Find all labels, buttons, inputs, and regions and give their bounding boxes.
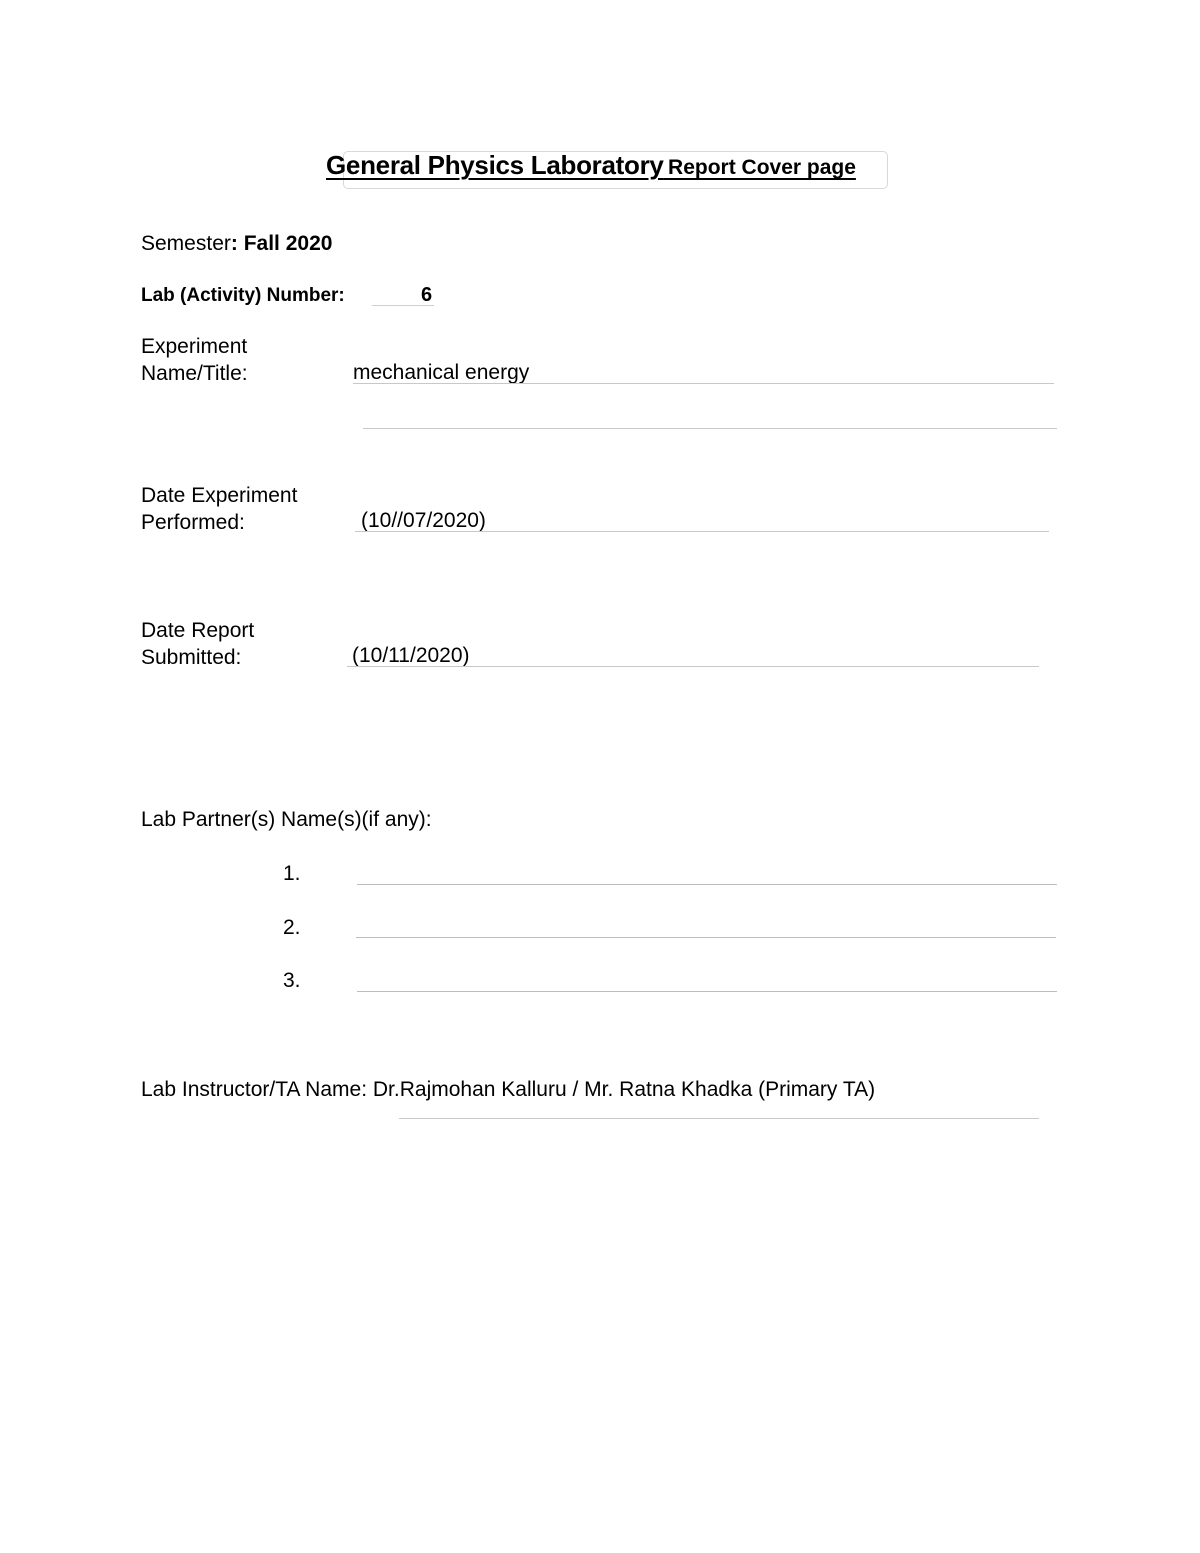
date-performed-label-line2: Performed:	[141, 511, 245, 534]
lab-number-label: Lab (Activity) Number:	[141, 285, 345, 306]
partner-underline-1	[357, 884, 1057, 885]
experiment-label-line2: Name/Title:	[141, 362, 248, 385]
partner-number-2: 2.	[283, 916, 301, 939]
lab-number-underline	[372, 305, 434, 306]
instructor-label: Lab Instructor/TA Name:	[141, 1078, 368, 1101]
partner-number-1: 1.	[283, 862, 301, 885]
partner-number-3: 3.	[283, 969, 301, 992]
lab-number-value: 6	[421, 284, 433, 306]
experiment-underline-2	[363, 428, 1057, 429]
date-submitted-underline	[347, 666, 1039, 667]
experiment-label	[141, 333, 248, 387]
instructor-underline	[399, 1118, 1039, 1119]
experiment-underline-1	[353, 383, 1054, 384]
title-main: General Physics Laboratory	[326, 150, 664, 180]
date-submitted-label-line1: Date Report	[141, 619, 255, 642]
semester-label: Semester	[141, 232, 231, 255]
instructor-row	[141, 1078, 875, 1102]
date-performed-label	[141, 482, 297, 536]
date-submitted-value[interactable]: (10/11/2020)	[352, 644, 470, 667]
partners-label: Lab Partner(s) Name(s)(if any):	[141, 808, 432, 831]
date-performed-underline	[355, 531, 1049, 532]
experiment-value[interactable]: mechanical energy	[353, 361, 530, 384]
experiment-label-line1: Experiment	[141, 335, 248, 358]
date-submitted-label	[141, 617, 254, 671]
semester-row	[141, 232, 332, 256]
date-performed-label-line1: Date Experiment	[141, 484, 298, 507]
date-performed-value[interactable]: (10//07/2020)	[361, 509, 486, 532]
semester-value: : Fall 2020	[230, 232, 333, 255]
title-sub: Report Cover page	[668, 156, 856, 179]
partner-underline-3	[357, 991, 1057, 992]
partner-underline-2	[356, 937, 1056, 938]
instructor-value[interactable]: Dr.Rajmohan Kalluru / Mr. Ratna Khadka (Primary TA)	[372, 1078, 876, 1101]
date-submitted-label-line2: Submitted:	[141, 646, 242, 669]
page-title	[326, 150, 856, 181]
